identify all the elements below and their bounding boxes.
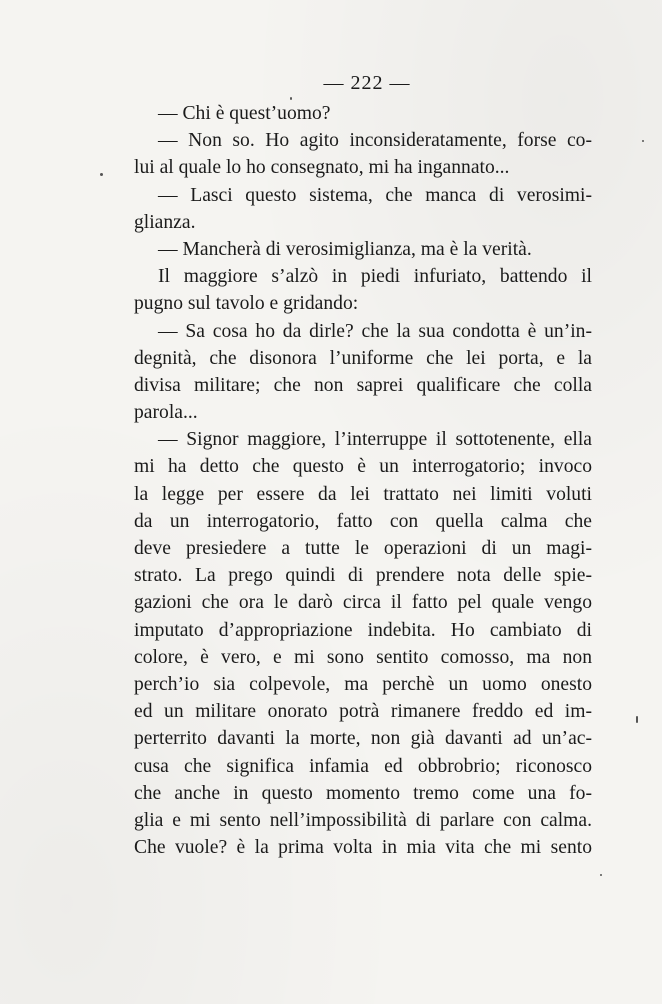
- text-line: che anche in questo momento tremo come una fo-: [134, 782, 592, 804]
- text-line: perch’io sia colpevole, ma perchè un uomo onesto: [134, 673, 592, 695]
- text-line: — Lasci questo sistema, che manca di verosimi-: [158, 184, 592, 206]
- text-line: glianza.: [134, 211, 196, 233]
- text-line: lui al quale lo ho consegnato, mi ha ingannato...: [134, 157, 510, 179]
- text-line: perterrito davanti la morte, non già davanti ad un’ac-: [134, 728, 592, 750]
- text-line: imputato d’appropriazione indebita. Ho cambiato di: [134, 619, 592, 641]
- page-number: — 222 —: [323, 72, 411, 94]
- text-line: strato. La prego quindi di prendere nota delle spie-: [134, 565, 592, 587]
- text-line: — Signor maggiore, l’interruppe il sottotenente, ella: [158, 429, 592, 451]
- scan-speck: [290, 97, 292, 100]
- scan-speck: [642, 140, 644, 142]
- text-line: deve presiedere a tutte le operazioni di un magi-: [134, 538, 592, 559]
- text-line: da un interrogatorio, fatto con quella calma che: [134, 510, 592, 532]
- text-line: glia e mi sento nell’impossibilità di parlare con calma.: [134, 809, 592, 831]
- text-line: Che vuole? è la prima volta in mia vita che mi sento: [134, 837, 592, 859]
- text-line: ed un militare onorato potrà rimanere freddo ed im-: [134, 701, 592, 723]
- text-line: la legge per essere da lei trattato nei limiti voluti: [134, 483, 592, 505]
- text-line: degnità, che disonora l’uniforme che lei porta, e la: [134, 347, 592, 369]
- scan-speck: [600, 874, 602, 876]
- text-line: — Sa cosa ho da dirle? che la sua condotta è un’in-: [158, 320, 592, 342]
- text-line: divisa militare; che non saprei qualificare che colla: [134, 374, 592, 396]
- text-line: gazioni che ora le darò circa il fatto pel quale vengo: [134, 592, 592, 614]
- text-line: — Non so. Ho agito inconsideratamente, forse co-: [158, 130, 592, 152]
- text-line: — Chi è quest’uomo?: [158, 103, 331, 124]
- text-line: mi ha detto che questo è un interrogatorio; invoco: [134, 456, 592, 478]
- text-line: — Mancherà di verosimiglianza, ma è la verità.: [158, 238, 532, 260]
- text-line: colore, è vero, e mi sono sentito comosso, ma non: [134, 646, 592, 668]
- text-line: cusa che significa infamia ed obbrobrio; riconosco: [134, 755, 592, 777]
- text-line: parola...: [134, 402, 198, 424]
- scan-speck: [636, 716, 638, 723]
- text-line: pugno sul tavolo e gridando:: [134, 293, 359, 315]
- scan-speck: [100, 173, 103, 176]
- text-line: Il maggiore s’alzò in piedi infuriato, battendo il: [158, 266, 592, 288]
- body-text: [134, 100, 592, 861]
